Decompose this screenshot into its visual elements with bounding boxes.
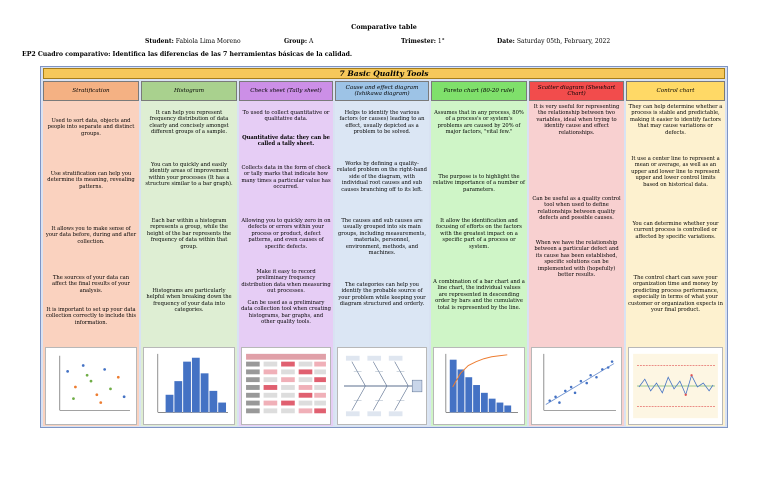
pareto-image: [433, 347, 525, 425]
table-cell: Used to sort data, objects and people into separate and distinct groups.: [47, 118, 135, 137]
column-header: Cause and effect diagram (Ishikawa diagram): [335, 81, 429, 101]
document-title: Comparative table: [351, 23, 417, 31]
group-label: Group:: [284, 38, 308, 45]
table-cell: Can be used as a preliminary data collection tool when creating histograms, bar graphs, and other quality tools.: [241, 300, 331, 326]
group-value: A: [308, 38, 314, 45]
control-chart-image: [628, 347, 723, 425]
table-cell: When we have the relationship between a particular defect and its cause has been established, specific solutions can be implemented with (hopefully) better results.: [534, 240, 619, 279]
table-cell: It can help you represent frequency distribution of data clearly and concisely amongst different groups of a sample.: [149, 110, 229, 136]
table-cell: It allow the identification and focusing of efforts on the factors with the greatest impact on a specific part of a process or system.: [436, 218, 522, 250]
table-cell: Make it easy to record preliminary frequency distribution data when measuring out processes.: [241, 269, 331, 295]
pareto-thumbnail: [434, 348, 524, 424]
column-header: Scatter diagram (Shewhart Chart): [529, 81, 624, 101]
fishbone-thumbnail: [338, 348, 426, 424]
trimester-info: [401, 38, 445, 45]
column-control-chart: [626, 81, 725, 426]
table-cell: A combination of a bar chart and a line chart, the individual values are represented in descending order by bars and the cumulative total is represented by the line.: [433, 279, 525, 311]
scatter-image: [531, 347, 622, 425]
table-cell: Histograms are particularly helpful when breaking down the frequency of your data into categories.: [146, 288, 232, 314]
trimester-value: 1°: [437, 38, 445, 45]
table-cell: Allowing you to quickly zero in on defects or errors within your process or product, defect patterns, and even causes of specific defects.: [241, 218, 331, 250]
table-cell: To used to collect quantitative or qualitative data.: [242, 110, 330, 123]
student-label: Student:: [145, 38, 174, 45]
table-cell: The control chart can save your organization time and money by predicting process performance, especially in terms of what your customer or organization expects in your final product.: [628, 275, 723, 314]
column-cause-effect: [335, 81, 429, 426]
table-cell: It is important to set up your data collection correctly to include this information.: [45, 307, 136, 326]
table-cell: The sources of your data can affect the final results of your analysis.: [51, 275, 130, 294]
date-label: Date:: [497, 38, 515, 45]
column-check-sheet: [239, 81, 333, 426]
table-cell: Helps to identify the various factors (or causes) leading to an effect, usually depicted as a problem to be solved.: [339, 110, 425, 136]
check-sheet-image: [241, 347, 331, 425]
table-cell: Each bar within a histogram represents a group, while the height of the bar represents the frequency of data within that group.: [146, 218, 232, 250]
table-cell: Works by defining a quality-related problem on the right-hand side of the diagram, with individual root causes and sub causes branching off to its left.: [337, 161, 427, 193]
column-scatter: [529, 81, 624, 426]
column-header: Stratification: [43, 81, 139, 101]
table-banner: 7 Basic Quality Tools: [43, 68, 725, 79]
date-info: [497, 38, 610, 45]
histogram-thumbnail: [144, 348, 234, 424]
table-cell: Can be useful as a quality control tool when used to define relationships between quality defects and possible causes.: [532, 196, 621, 222]
table-cell: It allows you to make sense of your data before, during and after collection.: [45, 226, 137, 245]
column-header: Pareto chart (80-20 rule): [431, 81, 527, 101]
scatter-diagram-thumbnail: [532, 348, 621, 424]
scatter-thumbnail: [46, 348, 136, 424]
column-pareto: [431, 81, 527, 426]
column-histogram: [141, 81, 237, 426]
table-cell: Quantitative data: they can be called a tally sheet.: [242, 135, 330, 148]
document-subtitle: EP2 Cuadro comparativo: Identifica las diferencias de las 7 herramientas básicas de la calidad.: [22, 51, 353, 58]
trimester-label: Trimester:: [401, 38, 436, 45]
table-cell: Collects data in the form of check or tally marks that indicate how many times a particular value has occurred.: [241, 165, 331, 191]
student-name: Fabiola Lima Moreno: [175, 38, 241, 45]
column-stratification: [43, 81, 139, 426]
table-cell: They can help determine whether a process is stable and predictable, making it easier to identify factors that may cause variations or defects.: [628, 104, 723, 136]
column-header: Check sheet (Tally sheet): [239, 81, 333, 101]
table-cell: The categories can help you identify the probable source of your problem while keeping your diagram structured and orderly.: [338, 282, 426, 308]
histogram-image: [143, 347, 235, 425]
table-cell: Use stratification can help you determine its meaning, revealing patterns.: [47, 171, 135, 190]
check-sheet-thumbnail: [242, 348, 330, 424]
column-header: Control chart: [626, 81, 725, 101]
table-cell: It use a center line to represent a mean or average, as well as an upper and lower line to represent upper and lower control limits based on historical data.: [631, 156, 720, 188]
table-cell: You can determine whether your current process is controlled or affected by specific variations.: [632, 221, 719, 240]
table-cell: It is very useful for representing the relationship between two variables, ideal when trying to identify cause and effect relationships.: [533, 104, 620, 136]
control-chart-thumbnail: [629, 348, 722, 424]
stratification-image: [45, 347, 137, 425]
table-cell: The causes and sub causes are usually grouped into six main groups, including measurements, materials, personnel, environment, methods, and machines.: [337, 218, 427, 257]
fishbone-image: [337, 347, 427, 425]
student-info: [145, 38, 241, 45]
group-info: [284, 38, 313, 45]
date-value: Saturday 05th, February, 2022: [516, 38, 611, 45]
table-cell: Assumes that in any process, 80% of a process's or system's problems are caused by 20% of major factors, "vital few.": [434, 110, 524, 136]
column-header: Histogram: [141, 81, 237, 101]
table-cell: You can to quickly and easily identify areas of improvement within your processes (It has a structure similar to a bar graph).: [145, 162, 233, 188]
table-cell: The purpose is to highlight the relative importance of a number of parameters.: [433, 174, 525, 193]
